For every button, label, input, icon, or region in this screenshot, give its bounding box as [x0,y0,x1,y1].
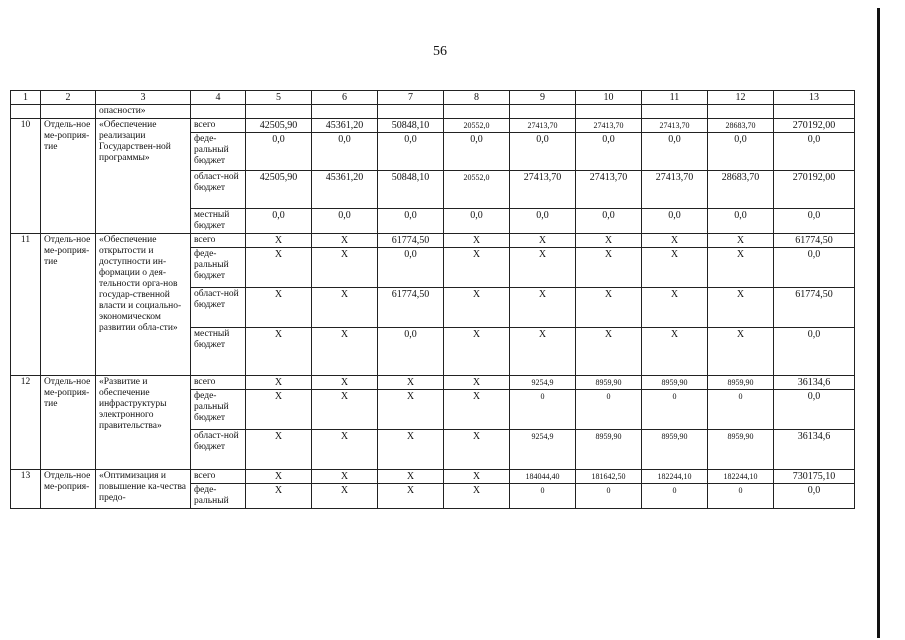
value-cell: 45361,20 [312,119,378,133]
measure-number: 11 [11,234,41,376]
value-cell: 0,0 [378,248,444,288]
value-cell: 0,0 [444,209,510,234]
value-cell: X [444,470,510,484]
value-cell: 181642,50 [576,470,642,484]
empty-cell [642,105,708,119]
value-cell: 61774,50 [774,234,855,248]
empty-cell [246,105,312,119]
value-cell: 8959,90 [708,376,774,390]
value-cell: 36134,6 [774,430,855,470]
column-header: 11 [642,91,708,105]
column-header-row [11,91,855,105]
column-header: 6 [312,91,378,105]
value-cell: X [312,484,378,509]
table-row [11,234,855,248]
value-cell: X [312,248,378,288]
value-cell: X [576,248,642,288]
budget-table [10,90,855,509]
funding-source: всего [191,470,246,484]
measure-name: «Оптимизация и повышение ка-чества предо- [96,470,191,509]
funding-source: всего [191,234,246,248]
value-cell: 8959,90 [708,430,774,470]
value-cell: X [444,484,510,509]
value-cell: X [378,470,444,484]
measure-name: «Обеспечение реализации Государствен-ной программы» [96,119,191,234]
value-cell: X [312,390,378,430]
value-cell: 0,0 [378,328,444,376]
value-cell: 270192,00 [774,171,855,209]
value-cell: 0,0 [510,209,576,234]
funding-source: феде-ральный бюджет [191,248,246,288]
value-cell: 182244,10 [708,470,774,484]
value-cell: 0,0 [774,133,855,171]
value-cell: 0,0 [312,209,378,234]
value-cell: X [708,248,774,288]
value-cell: X [708,288,774,328]
measure-number: 10 [11,119,41,234]
value-cell: X [378,430,444,470]
empty-cell [576,105,642,119]
value-cell: 42505,90 [246,171,312,209]
column-header: 13 [774,91,855,105]
value-cell: 61774,50 [378,288,444,328]
empty-cell [312,105,378,119]
funding-source: местный бюджет [191,328,246,376]
measure-type: Отдель-ное ме-роприя-тие [41,376,96,470]
table-row [11,376,855,390]
value-cell: X [510,234,576,248]
empty-cell [41,105,96,119]
value-cell: 0 [510,390,576,430]
value-cell: 0,0 [642,209,708,234]
empty-cell [708,105,774,119]
empty-cell [510,105,576,119]
value-cell: 0,0 [510,133,576,171]
value-cell: X [378,484,444,509]
funding-source: всего [191,376,246,390]
value-cell: X [642,234,708,248]
table-row [11,119,855,133]
value-cell: X [642,248,708,288]
value-cell: 61774,50 [774,288,855,328]
value-cell: X [510,248,576,288]
value-cell: 0,0 [774,328,855,376]
value-cell: X [576,234,642,248]
value-cell: 0,0 [576,209,642,234]
empty-cell [191,105,246,119]
continuation-row [11,105,855,119]
value-cell: 42505,90 [246,119,312,133]
funding-source: всего [191,119,246,133]
value-cell: 0,0 [642,133,708,171]
value-cell: 0,0 [774,484,855,509]
value-cell: 0,0 [444,133,510,171]
value-cell: X [246,248,312,288]
value-cell: 27413,70 [576,119,642,133]
value-cell: 36134,6 [774,376,855,390]
value-cell: X [576,328,642,376]
value-cell: 8959,90 [576,430,642,470]
value-cell: 50848,10 [378,171,444,209]
value-cell: 20552,0 [444,171,510,209]
value-cell: X [510,328,576,376]
measure-type: Отдель-ное ме-роприя-тие [41,119,96,234]
page-number: 56 [433,44,447,59]
value-cell: 0 [510,484,576,509]
column-header: 9 [510,91,576,105]
column-header: 4 [191,91,246,105]
value-cell: X [246,430,312,470]
value-cell: X [246,288,312,328]
measure-name: «Обеспечение открытости и доступности ин-формации о дея-тельности орга-нов государ-ственной власти и социально-экономическом развитии обла-сти» [96,234,191,376]
column-header: 7 [378,91,444,105]
value-cell: 8959,90 [642,430,708,470]
value-cell: 0 [576,484,642,509]
empty-cell [11,105,41,119]
column-header: 2 [41,91,96,105]
value-cell: 0,0 [378,133,444,171]
value-cell: 8959,90 [576,376,642,390]
continuation-text: опасности» [96,105,191,119]
measure-number: 13 [11,470,41,509]
value-cell: 0,0 [774,248,855,288]
value-cell: X [444,328,510,376]
value-cell: 8959,90 [642,376,708,390]
value-cell: 61774,50 [378,234,444,248]
funding-source: феде-ральный бюджет [191,390,246,430]
funding-source: област-ной бюджет [191,288,246,328]
value-cell: 0 [708,390,774,430]
value-cell: X [444,376,510,390]
funding-source: област-ной бюджет [191,430,246,470]
value-cell: X [444,248,510,288]
value-cell: 0,0 [708,209,774,234]
value-cell: 50848,10 [378,119,444,133]
measure-number: 12 [11,376,41,470]
value-cell: 27413,70 [510,119,576,133]
measure-type: Отдель-ное ме-роприя- [41,470,96,509]
funding-source: феде-ральный [191,484,246,509]
value-cell: 45361,20 [312,171,378,209]
funding-source: област-ной бюджет [191,171,246,209]
value-cell: X [378,390,444,430]
value-cell: X [312,376,378,390]
value-cell: 0 [642,484,708,509]
value-cell: 27413,70 [576,171,642,209]
column-header: 8 [444,91,510,105]
value-cell: X [246,390,312,430]
value-cell: X [246,470,312,484]
value-cell: 28683,70 [708,171,774,209]
value-cell: 27413,70 [510,171,576,209]
page-edge-line [877,8,880,638]
value-cell: X [444,288,510,328]
value-cell: X [312,470,378,484]
value-cell: 184044,40 [510,470,576,484]
value-cell: X [642,328,708,376]
measure-type: Отдель-ное ме-роприя-тие [41,234,96,376]
value-cell: 0,0 [774,209,855,234]
value-cell: X [246,484,312,509]
value-cell: X [576,288,642,328]
value-cell: X [246,328,312,376]
value-cell: 730175,10 [774,470,855,484]
value-cell: 27413,70 [642,171,708,209]
value-cell: X [510,288,576,328]
value-cell: 9254,9 [510,430,576,470]
value-cell: X [246,234,312,248]
value-cell: 0,0 [246,133,312,171]
value-cell: 0 [708,484,774,509]
table-row [11,470,855,484]
column-header: 3 [96,91,191,105]
value-cell: 270192,00 [774,119,855,133]
value-cell: X [312,234,378,248]
value-cell: X [444,390,510,430]
value-cell: X [246,376,312,390]
column-header: 12 [708,91,774,105]
value-cell: 0,0 [312,133,378,171]
value-cell: X [708,328,774,376]
value-cell: 0 [642,390,708,430]
value-cell: 0,0 [774,390,855,430]
value-cell: X [708,234,774,248]
value-cell: 0,0 [246,209,312,234]
empty-cell [378,105,444,119]
value-cell: X [444,234,510,248]
value-cell: 0,0 [378,209,444,234]
value-cell: X [312,288,378,328]
column-header: 10 [576,91,642,105]
value-cell: X [312,328,378,376]
column-header: 1 [11,91,41,105]
empty-cell [774,105,855,119]
measure-name: «Развитие и обеспечение инфраструктуры электронного правительства» [96,376,191,470]
value-cell: 28683,70 [708,119,774,133]
value-cell: 0,0 [708,133,774,171]
value-cell: 9254,9 [510,376,576,390]
value-cell: 0,0 [576,133,642,171]
value-cell: X [444,430,510,470]
column-header: 5 [246,91,312,105]
funding-source: местный бюджет [191,209,246,234]
value-cell: X [378,376,444,390]
value-cell: X [312,430,378,470]
funding-source: феде-ральный бюджет [191,133,246,171]
value-cell: 0 [576,390,642,430]
value-cell: X [642,288,708,328]
value-cell: 20552,0 [444,119,510,133]
empty-cell [444,105,510,119]
value-cell: 27413,70 [642,119,708,133]
value-cell: 182244,10 [642,470,708,484]
